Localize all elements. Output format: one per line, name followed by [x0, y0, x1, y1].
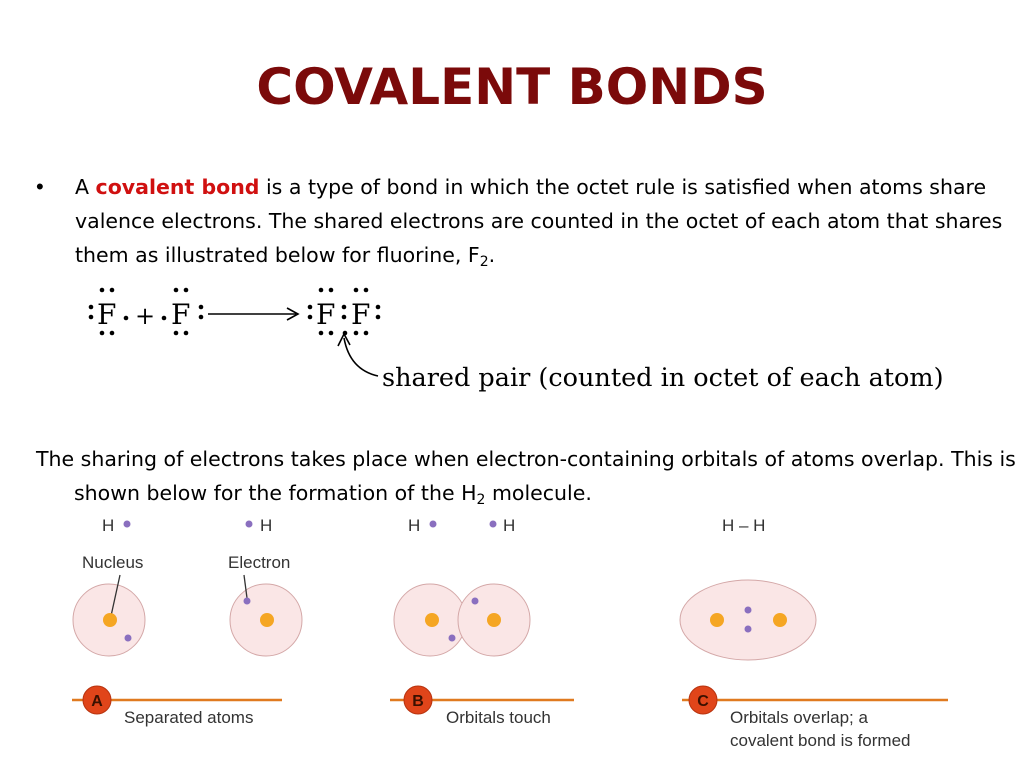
stage-b-letter: B	[412, 693, 424, 710]
stage-a-caption: Separated atoms	[124, 708, 254, 727]
covalent-bond-term: covalent bond	[95, 175, 260, 199]
bullet-suffix: .	[488, 243, 496, 267]
stage-b-caption: Orbitals touch	[446, 708, 551, 727]
stage-a-letter: A	[91, 693, 103, 710]
shared-pair-caption: shared pair (counted in octet of each atom)	[382, 363, 944, 393]
atom-label-h2: H	[260, 516, 273, 535]
bullet-marker: •	[36, 174, 44, 199]
bullet-body: is a type of bond in which the octet rule is satisfied when atoms share valence electrons. The shared electrons are counted in the octet of each atom that shares them as illustrated below for fluorine, F	[75, 175, 1003, 267]
f2-subscript: 2	[479, 254, 489, 270]
stage-b-diagram	[394, 516, 530, 656]
stage-a-diagram	[73, 516, 302, 656]
nucleus-label: Nucleus	[82, 553, 144, 572]
atom-label-h1: H	[102, 516, 115, 535]
slide-title: COVALENT BONDS	[256, 58, 768, 116]
atom-label-h3: H	[408, 516, 421, 535]
lewis-atom-f4: F	[351, 298, 371, 331]
paragraph2-suffix: molecule.	[485, 481, 592, 505]
stage-c-diagram	[680, 516, 816, 660]
lewis-atom-f1: F	[97, 298, 117, 331]
lewis-atom-f2: F	[171, 298, 191, 331]
stage-b-badge	[404, 686, 432, 714]
atom-label-h4: H	[503, 516, 516, 535]
stage-c-caption-line1: Orbitals overlap; a	[730, 708, 868, 727]
stage-c-badge	[689, 686, 717, 714]
lewis-plus: +	[135, 302, 156, 330]
h2-subscript: 2	[476, 492, 486, 508]
bond-label: H – H	[722, 516, 766, 535]
lewis-atom-f3: F	[316, 298, 336, 331]
stage-c-letter: C	[697, 693, 709, 710]
stage-a-badge	[83, 686, 111, 714]
bullet-prefix: A	[75, 175, 96, 199]
electron-label: Electron	[228, 553, 291, 572]
stage-c-caption-line2: covalent bond is formed	[730, 731, 911, 750]
paragraph2-text: The sharing of electrons takes place when electron-containing orbitals of atoms overlap. This is shown below for the formation of the H	[36, 447, 1016, 505]
